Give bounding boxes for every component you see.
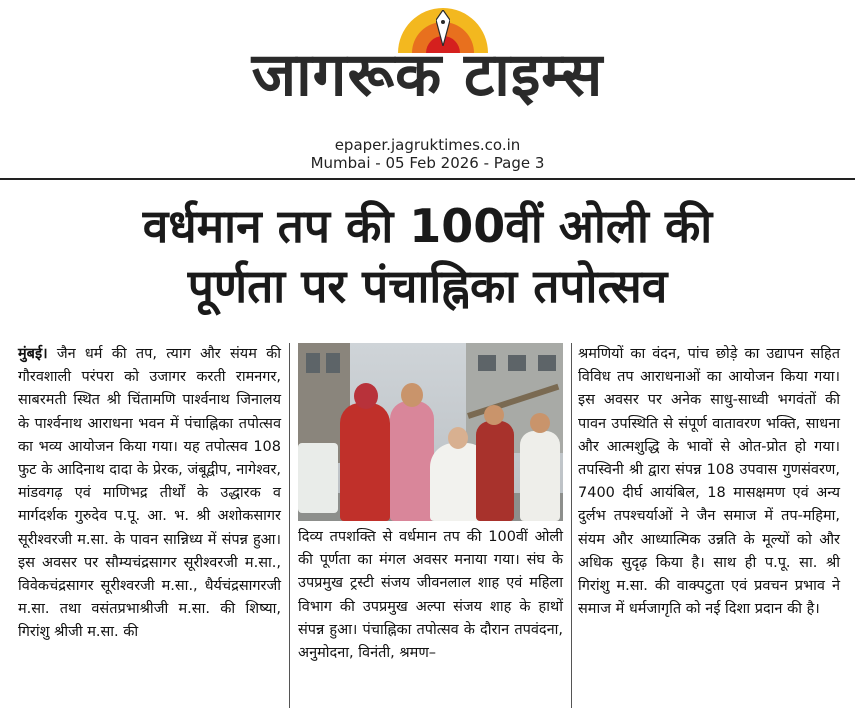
column-divider-1 (289, 343, 290, 708)
newspaper-logo-text: जागरूक टाइम्स (251, 40, 604, 110)
epaper-url: epaper.jagruktimes.co.in (334, 136, 521, 154)
masthead (0, 0, 855, 118)
article-column-1 (18, 343, 281, 645)
edition-info: Mumbai - 05 Feb 2026 - Page 3 (310, 154, 545, 172)
article-column-2 (298, 526, 563, 665)
column-divider-2 (571, 343, 572, 708)
column-3-text: श्रमणियों का वंदन, पांच छोड़े का उद्यापन सहित विविध तप आराधनाओं का आयोजन किया गया। इस अवसर पर अनेक साधु-साध्वी भगवंतों की पावन उपस्थिति से संपूर्ण वातावरण भक्ति, साधना और आत्मशुद्धि के भावों से ओत-प्रोत हो गया। तपस्विनी श्री द्वारा संपन्न 108 उपवास गुणसंवरण, 7400 दीर्घ आयंबिल, 18 मासक्षमण एवं अन्य दुर्लभ तपश्चर्याओं ने जैन समाज में तप-महिमा, संयम और आध्यात्मिक उन्नति के मूल्यों को और अधिक सुदृढ़ किया है। साथ ही प.पू. सा. श्री गिरांशु म.सा. की वाक्पटुता एवं प्रवचन प्रभाव ने समाज में धर्मजागृति को नई दिशा प्रदान की है। (578, 346, 840, 618)
article-column-3 (578, 343, 840, 621)
dateline: मुंबई। (18, 346, 48, 362)
headline-line-1: वर्धमान तप की 100वीं ओली की (142, 199, 713, 253)
article-headline (20, 196, 835, 316)
header-divider (0, 178, 855, 180)
headline-line-2: पूर्णता पर पंचाह्निका तपोत्सव (187, 259, 668, 313)
article-photo (298, 343, 563, 521)
column-2-text: दिव्य तपशक्ति से वर्धमान तप की 100वीं ओली की पूर्णता का मंगल अवसर मनाया गया। संघ के उपप्रमुख ट्रस्टी संजय जीवनलाल शाह एवं महिला विभाग की उपप्रमुख अल्पा संजय शाह के हाथों संपन्न हुआ। पंचाह्निका तपोत्सव के दौरान तपवंदना, अनुमोदना, विनंती, श्रमण– (298, 529, 563, 662)
column-1-text: जैन धर्म की तप, त्याग और संयम की गौरवशाली परंपरा को उजागर करती रामनगर, साबरमती स्थित श्री चिंतामणि पार्श्वनाथ जिनालय के पार्श्वनाथ आराधना भवन में पंचाह्निका तपोत्सव का भव्य आयोजन किया गया। यह तपोत्सव 108 फुट के आदिनाथ दादा के प्रेरक, जंबूद्वीप, नागेश्वर, मांडवगढ़ एवं माणिभद्र तीर्थों के उद्धारक व मार्गदर्शक गुरुदेव प.पू. आ. भ. श्री अशोकसागर सूरीश्वरजी म.सा. के पावन सान्निध्य में संपन्न हुआ। इस अवसर पर सौम्यचंद्रसागर सूरीश्वरजी म.सा., विवेकचंद्रसागर सूरीश्वरजी म.सा., धैर्यचंद्रसागरजी म.सा. तथा वसंतप्रभाश्रीजी म.सा. की शिष्या, गिरांशु श्रीजी म.सा. की (18, 346, 282, 641)
